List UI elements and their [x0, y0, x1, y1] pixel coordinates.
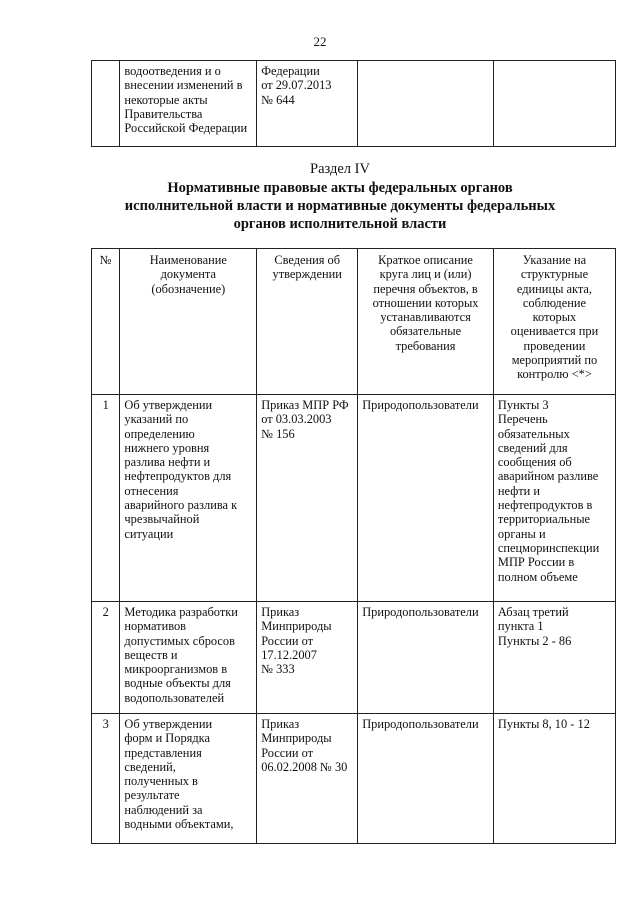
continuation-table — [91, 60, 616, 147]
text-line: единицы акта, — [516, 281, 593, 296]
text-line: Пункты 3 — [497, 398, 549, 412]
section-label: Раздел IV — [310, 161, 370, 177]
text-line: перечня объектов, в — [373, 281, 478, 296]
text-line: мероприятий по — [511, 353, 598, 368]
row-name — [120, 602, 257, 714]
text-line: документа — [160, 267, 216, 282]
text-line: оценивается при — [510, 324, 599, 339]
text-line: обязательные — [389, 324, 462, 339]
text-line: форм и Порядка — [124, 731, 210, 746]
table-header-row — [92, 249, 616, 395]
text-line: чрезвычайной — [124, 512, 200, 527]
text-line: Приказ — [261, 605, 300, 619]
text-line: полном объеме — [497, 569, 578, 584]
text-line: веществ и — [124, 647, 178, 662]
header-units — [493, 249, 615, 395]
text-line: территориальные — [497, 512, 591, 527]
header-num: № — [92, 249, 120, 395]
row-approval — [257, 395, 358, 602]
text-line: Природопользователи — [362, 605, 479, 619]
text-line: Российской Федерации — [124, 121, 248, 136]
text-line: Указание на — [522, 253, 587, 267]
title-line: исполнительной власти и нормативные документы федеральных — [124, 198, 556, 214]
row-num: 3 — [92, 714, 120, 844]
text-line: Минприроды — [261, 731, 332, 746]
text-line: Краткое описание — [378, 253, 473, 267]
text-line: Природопользователи — [362, 717, 479, 731]
text-line: № 156 — [261, 426, 295, 441]
text-line: контролю <*> — [517, 367, 592, 382]
text-line: водопользователей — [124, 690, 225, 705]
row-num: 2 — [92, 602, 120, 714]
table-row — [92, 714, 616, 844]
text-line: Федерации — [261, 64, 320, 78]
table-row — [92, 395, 616, 602]
text-line: наблюдений за — [124, 802, 203, 817]
text-line: водными объектами, — [124, 817, 234, 832]
text-line: МПР России в — [497, 555, 575, 570]
text-line: утверждении — [272, 267, 342, 282]
row-scope — [358, 602, 494, 714]
row-units — [493, 395, 615, 602]
text-line: России от — [261, 745, 314, 760]
text-line: Об утверждении — [124, 398, 213, 412]
scope-cell — [358, 61, 494, 147]
name-cell — [120, 61, 257, 147]
text-line: сведений для — [497, 440, 568, 455]
text-line: полученных в — [124, 774, 198, 789]
text-line: результате — [124, 788, 180, 803]
page-number: 22 — [313, 34, 327, 49]
approval-cell — [257, 61, 358, 147]
text-line: Методика разработки — [124, 605, 238, 619]
text-line: Приказ — [261, 717, 300, 731]
text-line: водоотведения и о — [124, 64, 221, 78]
text-line: от 03.03.2003 — [261, 412, 332, 427]
row-scope — [358, 395, 494, 602]
text-line: ситуации — [124, 526, 174, 541]
title-line: Нормативные правовые акты федеральных органов — [167, 180, 513, 196]
text-line: сообщения об — [497, 455, 572, 470]
row-approval — [257, 714, 358, 844]
text-line: отношении которых — [372, 295, 479, 310]
text-line: некоторые акты — [124, 92, 208, 107]
text-line: Минприроды — [261, 619, 332, 634]
text-line: разлива нефти и — [124, 455, 211, 470]
title-line: органов исполнительной власти — [233, 216, 447, 232]
row-approval — [257, 602, 358, 714]
text-line: Перечень — [497, 412, 548, 427]
header-approval — [257, 249, 358, 395]
text-line: устанавливаются — [380, 310, 471, 325]
section-heading — [80, 160, 600, 233]
text-line: нормативов — [124, 619, 187, 634]
row-name — [120, 714, 257, 844]
text-line: Об утверждении — [124, 717, 213, 731]
text-line: органы и — [497, 526, 546, 541]
text-line: России от — [261, 633, 314, 648]
text-line: пункта 1 — [497, 619, 544, 634]
text-line: микроорганизмов в — [124, 662, 228, 677]
text-line: допустимых сбросов — [124, 633, 235, 648]
header-name — [120, 249, 257, 395]
text-line: нефти и — [497, 483, 541, 498]
text-line: обязательных — [497, 426, 570, 441]
text-line: требования — [395, 338, 456, 353]
text-line: Правительства — [124, 106, 203, 121]
row-units — [493, 602, 615, 714]
text-line: Природопользователи — [362, 398, 479, 412]
row-num: 1 — [92, 395, 120, 602]
text-line: внесении изменений в — [124, 78, 243, 93]
text-line: Абзац третий — [497, 605, 569, 619]
text-line: № 644 — [261, 92, 295, 107]
text-line: аварийном разливе — [497, 469, 599, 484]
text-line: представления — [124, 745, 202, 760]
text-line: № 333 — [261, 662, 295, 677]
row-units — [493, 714, 615, 844]
header-scope — [358, 249, 494, 395]
text-line: Пункты 8, 10 - 12 — [497, 717, 590, 731]
text-line: сведений, — [124, 759, 176, 774]
text-line: от 29.07.2013 — [261, 78, 332, 93]
text-line: Пункты 2 - 86 — [497, 633, 572, 648]
table-row — [92, 61, 616, 147]
text-line: соблюдение — [522, 295, 586, 310]
text-line: нефтепродуктов для — [124, 469, 232, 484]
text-line: отнесения — [124, 483, 179, 498]
text-line: (обозначение) — [151, 281, 226, 296]
acts-table — [91, 248, 616, 844]
text-line: Сведения об — [274, 253, 341, 267]
table-row — [92, 602, 616, 714]
text-line: спецморинспекции — [497, 540, 600, 555]
num-cell — [92, 61, 120, 147]
text-line: круга лиц и (или) — [379, 267, 472, 282]
text-line: аварийного разлива к — [124, 498, 238, 513]
text-line: водные объекты для — [124, 676, 231, 691]
units-cell — [493, 61, 615, 147]
text-line: 17.12.2007 — [261, 647, 317, 662]
text-line: которых — [532, 310, 577, 325]
text-line: Наименование — [149, 253, 227, 267]
text-line: определению — [124, 426, 195, 441]
text-line: нижнего уровня — [124, 440, 210, 455]
text-line: 06.02.2008 № 30 — [261, 759, 348, 774]
text-line: Приказ МПР РФ — [261, 398, 349, 412]
section-title — [80, 179, 600, 233]
text-line: проведении — [523, 338, 586, 353]
row-scope — [358, 714, 494, 844]
text-line: указаний по — [124, 412, 189, 427]
text-line: нефтепродуктов в — [497, 498, 593, 513]
row-name — [120, 395, 257, 602]
text-line: структурные — [520, 267, 589, 282]
